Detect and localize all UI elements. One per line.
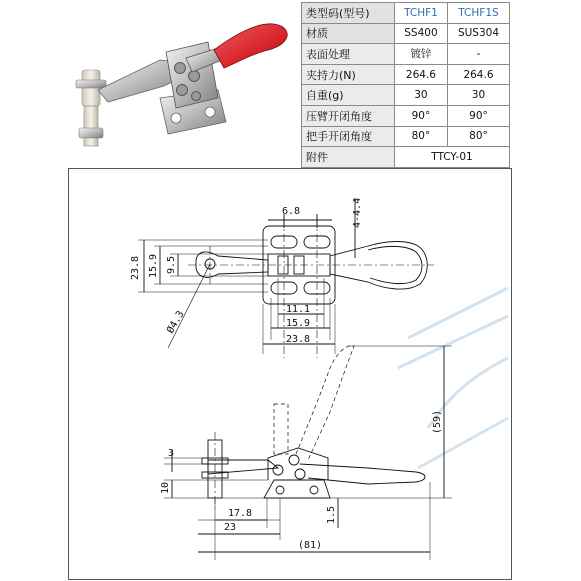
base-side: [264, 480, 330, 498]
technical-drawing: [68, 168, 512, 580]
spec-row-value: SUS304: [447, 23, 509, 44]
dim-81: (81): [298, 540, 323, 551]
spec-header-label: 类型码(型号): [302, 3, 395, 24]
spec-row-label: 夹持力(N): [302, 64, 395, 85]
spec-header-model-2: TCHF1S: [447, 3, 509, 24]
spec-row-value: 30: [394, 85, 447, 106]
dim-10: 10: [160, 481, 171, 494]
spec-row-force: [302, 64, 510, 85]
dim-15-9-bottom: 15.9: [286, 318, 311, 329]
spec-row-weight: [302, 85, 510, 106]
dim-3: 3: [168, 448, 175, 459]
spec-row-value: 264.6: [394, 64, 447, 85]
spec-row-value: 镀锌: [394, 44, 447, 65]
spec-row-accessory: [302, 147, 510, 168]
spec-row-value: 264.6: [447, 64, 509, 85]
spec-row-arm-angle: [302, 105, 510, 126]
dim-phi-4-3: Ø4.3: [165, 309, 187, 336]
spec-table: [301, 2, 510, 168]
dim-9-5: 9.5: [166, 255, 177, 274]
dim-23-8-left: 23.8: [130, 255, 141, 280]
spec-row-value: TTCY-01: [394, 147, 509, 168]
dim-6-8: 6.8: [282, 206, 301, 217]
dim-23-8-bottom: 23.8: [286, 334, 311, 345]
spec-table-header-row: [302, 3, 510, 24]
dim-4-4-4: 4-4.4: [352, 197, 363, 228]
spec-header-model-1: TCHF1: [394, 3, 447, 24]
spec-row-material: [302, 23, 510, 44]
spec-row-label: 附件: [302, 147, 395, 168]
clamp-photo-illustration: [68, 2, 298, 164]
spec-row-value: 90°: [447, 105, 509, 126]
spec-row-label: 材质: [302, 23, 395, 44]
spec-row-label: 压臂开闭角度: [302, 105, 395, 126]
dim-15-9-left: 15.9: [148, 253, 159, 278]
spec-row-value: 80°: [394, 126, 447, 147]
spec-row-label: 自重(g): [302, 85, 395, 106]
spec-row-surface: [302, 44, 510, 65]
spec-row-value: -: [447, 44, 509, 65]
watermark-logo: [398, 288, 508, 468]
product-photo: [68, 2, 298, 164]
spec-row-value: 90°: [394, 105, 447, 126]
spec-row-value: 30: [447, 85, 509, 106]
spec-row-label: 表面处理: [302, 44, 395, 65]
dim-17-8: 17.8: [228, 508, 253, 519]
dim-59: (59): [432, 409, 443, 434]
spec-row-handle-angle: [302, 126, 510, 147]
dim-23: 23: [224, 522, 237, 533]
spec-row-value: 80°: [447, 126, 509, 147]
dim-1-5: 1.5: [326, 505, 337, 524]
spec-row-label: 把手开闭角度: [302, 126, 395, 147]
spec-row-value: SS400: [394, 23, 447, 44]
red-handle-grip-icon: [214, 24, 287, 68]
dim-11-1: 11.1: [286, 304, 311, 315]
